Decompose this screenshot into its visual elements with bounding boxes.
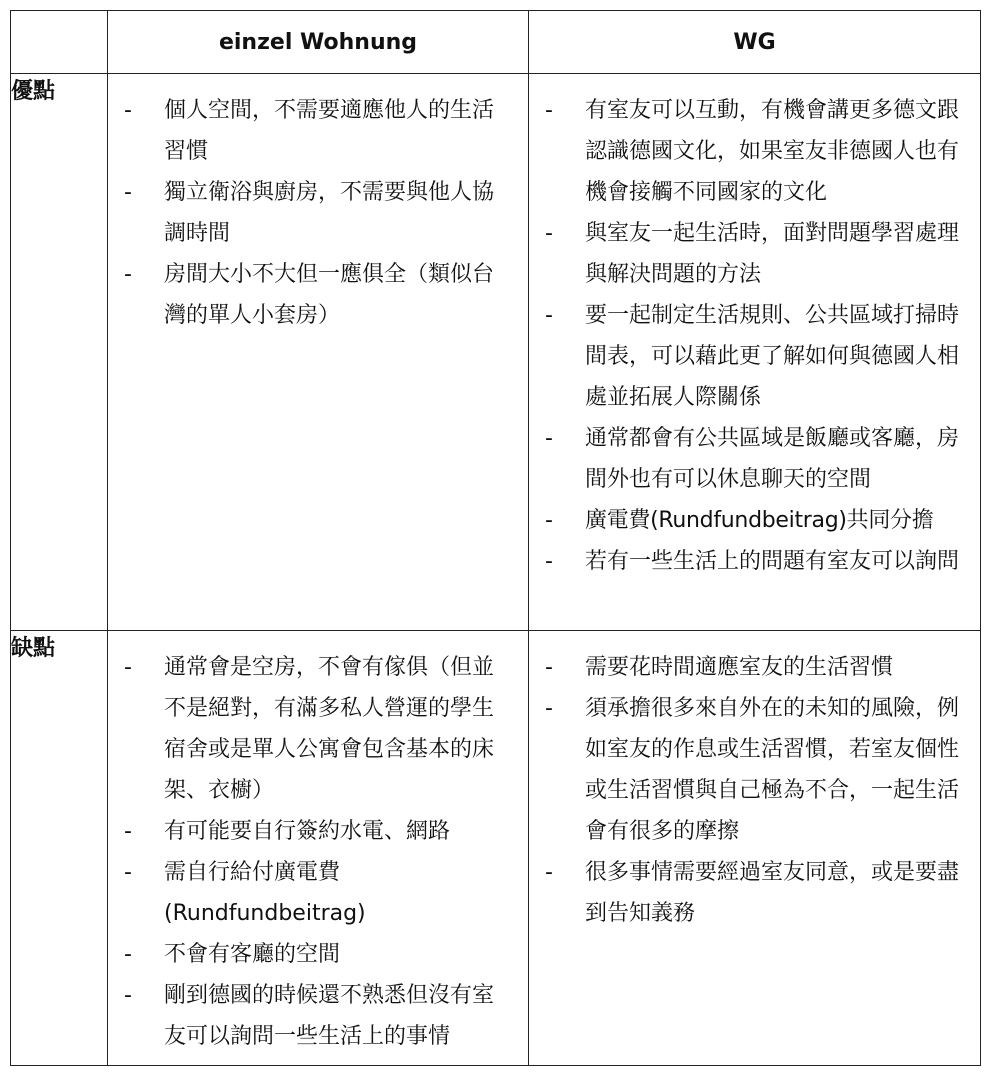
list-item: - 須承擔很多來自外在的未知的風險，例如室友的作息或生活習慣，若室友個性或生活習慣與自己極為不合，一起生活會有很多的摩擦: [529, 688, 966, 852]
cons-einzel-list: [108, 631, 528, 1057]
list-item: - 要一起制定生活規則、公共區域打掃時間表，可以藉此更了解如何與德國人相處並拓展人際關係: [529, 295, 966, 418]
column-header-wg: WG: [529, 11, 981, 74]
comparison-table: [10, 10, 981, 1066]
list-item: - 通常會是空房，不會有傢俱（但並不是絕對，有滿多私人營運的學生宿舍或是單人公寓會包含基本的床架、衣櫥）: [108, 647, 514, 811]
header-row: [11, 11, 981, 74]
cell-cons-wg: [529, 631, 981, 1066]
cell-pros-einzel: [108, 74, 529, 631]
cons-wg-list: [529, 631, 980, 934]
list-item: - 廣電費(Rundfundbeitrag)共同分擔: [529, 500, 966, 541]
row-cons: [11, 631, 981, 1066]
list-item: - 若有一些生活上的問題有室友可以詢問: [529, 541, 966, 582]
list-item: - 有室友可以互動，有機會講更多德文跟認識德國文化，如果室友非德國人也有機會接觸不同國家的文化: [529, 90, 966, 213]
row-label-cons: 缺點: [11, 631, 108, 1066]
corner-cell: [11, 11, 108, 74]
row-label-pros: 優點: [11, 74, 108, 631]
list-item: - 通常都會有公共區域是飯廳或客廳，房間外也有可以休息聊天的空間: [529, 418, 966, 500]
list-item: - 不會有客廳的空間: [108, 934, 514, 975]
list-item: - 與室友一起生活時，面對問題學習處理與解決問題的方法: [529, 213, 966, 295]
column-header-einzel: einzel Wohnung: [108, 11, 529, 74]
list-item: - 很多事情需要經過室友同意，或是要盡到告知義務: [529, 852, 966, 934]
list-item: - 有可能要自行簽約水電、網路: [108, 811, 514, 852]
list-item: - 需要花時間適應室友的生活習慣: [529, 647, 966, 688]
cell-cons-einzel: [108, 631, 529, 1066]
list-item: - 需自行給付廣電費(Rundfundbeitrag): [108, 852, 514, 934]
pros-wg-list: [529, 74, 980, 582]
list-item: - 個人空間，不需要適應他人的生活習慣: [108, 90, 514, 172]
list-item: - 獨立衛浴與廚房，不需要與他人協調時間: [108, 172, 514, 254]
row-pros: [11, 74, 981, 631]
list-item: - 房間大小不大但一應俱全（類似台灣的單人小套房）: [108, 254, 514, 336]
pros-einzel-list: [108, 74, 528, 336]
list-item: - 剛到德國的時候還不熟悉但沒有室友可以詢問一些生活上的事情: [108, 975, 514, 1057]
cell-pros-wg: [529, 74, 981, 631]
